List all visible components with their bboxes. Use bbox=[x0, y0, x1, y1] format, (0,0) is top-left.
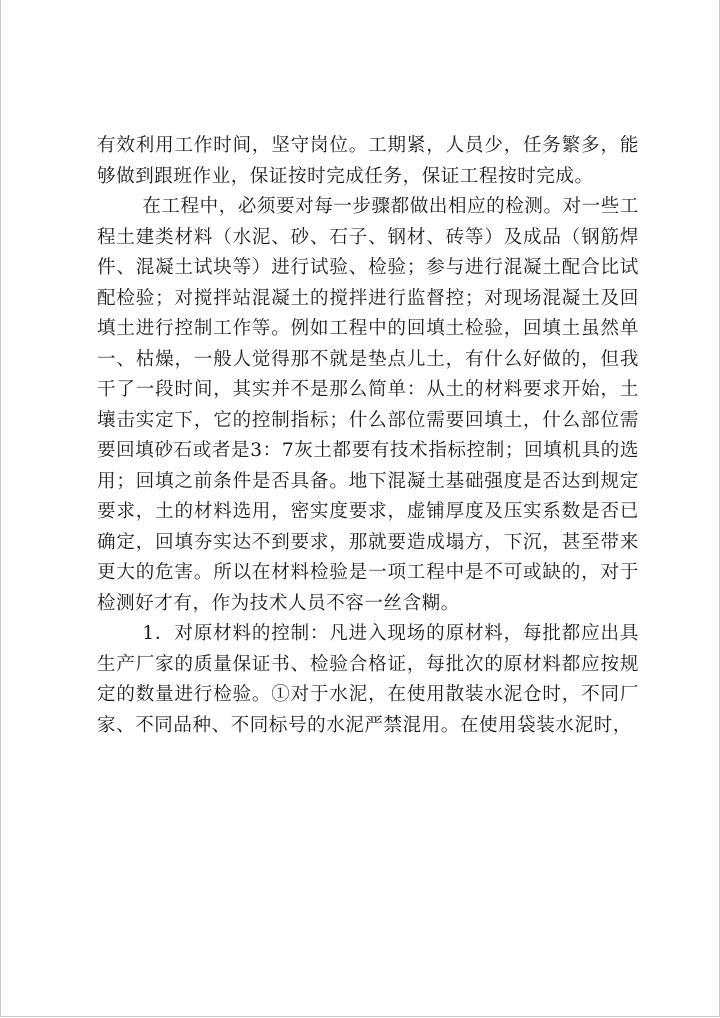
paragraph-continued: 有效利用工作时间，坚守岗位。工期紧，人员少，任务繁多，能够做到跟班作业，保证按时完成任务，保证工程按时完成。 bbox=[97, 135, 639, 187]
paragraph-inspection: 在工程中，必须要对每一步骤都做出相应的检测。对一些工程土建类材料（水泥、砂、石子、钢材、砖等）及成品（钢筋焊件、混凝土试块等）进行试验、检验；参与进行混凝土配合比试配检验；对搅拌站混凝土的搅拌进行监督控；对现场混凝土及回填土进行控制工作等。例如工程中的回填土检验，回填土虽然单一、枯燥，一般人觉得那不就是垫点儿土，有什么好做的，但我干了一段时间，其实并不是那么简单：从土的材料要求开始，土壤击实定下，它的控制指标；什么部位需要回填土，什么部位需要回填砂石或者是3：7灰土都要有技术指标控制；回填机具的选用；回填之前条件是否具备。地下混凝土基础强度是否达到规定要求，土的材料选用，密实度要求，虚铺厚度及压实系数是否已确定，回填夯实达不到要求，那就要造成塌方，下沉，甚至带来更大的危害。所以在材料检验是一项工程中是不可或缺的，对于检测好才有，作为技术人员不容一丝含糊。 bbox=[97, 196, 639, 614]
paragraph-raw-materials: 1．对原材料的控制：凡进入现场的原材料，每批都应出具生产厂家的质量保证书、检验合格证，每批次的原材料都应按规定的数量进行检验。①对于水泥，在使用散装水泥仓时，不同厂家、不同品种、不同标号的水泥严禁混用。在使用袋装水泥时， bbox=[97, 623, 639, 736]
document-body bbox=[97, 131, 639, 741]
